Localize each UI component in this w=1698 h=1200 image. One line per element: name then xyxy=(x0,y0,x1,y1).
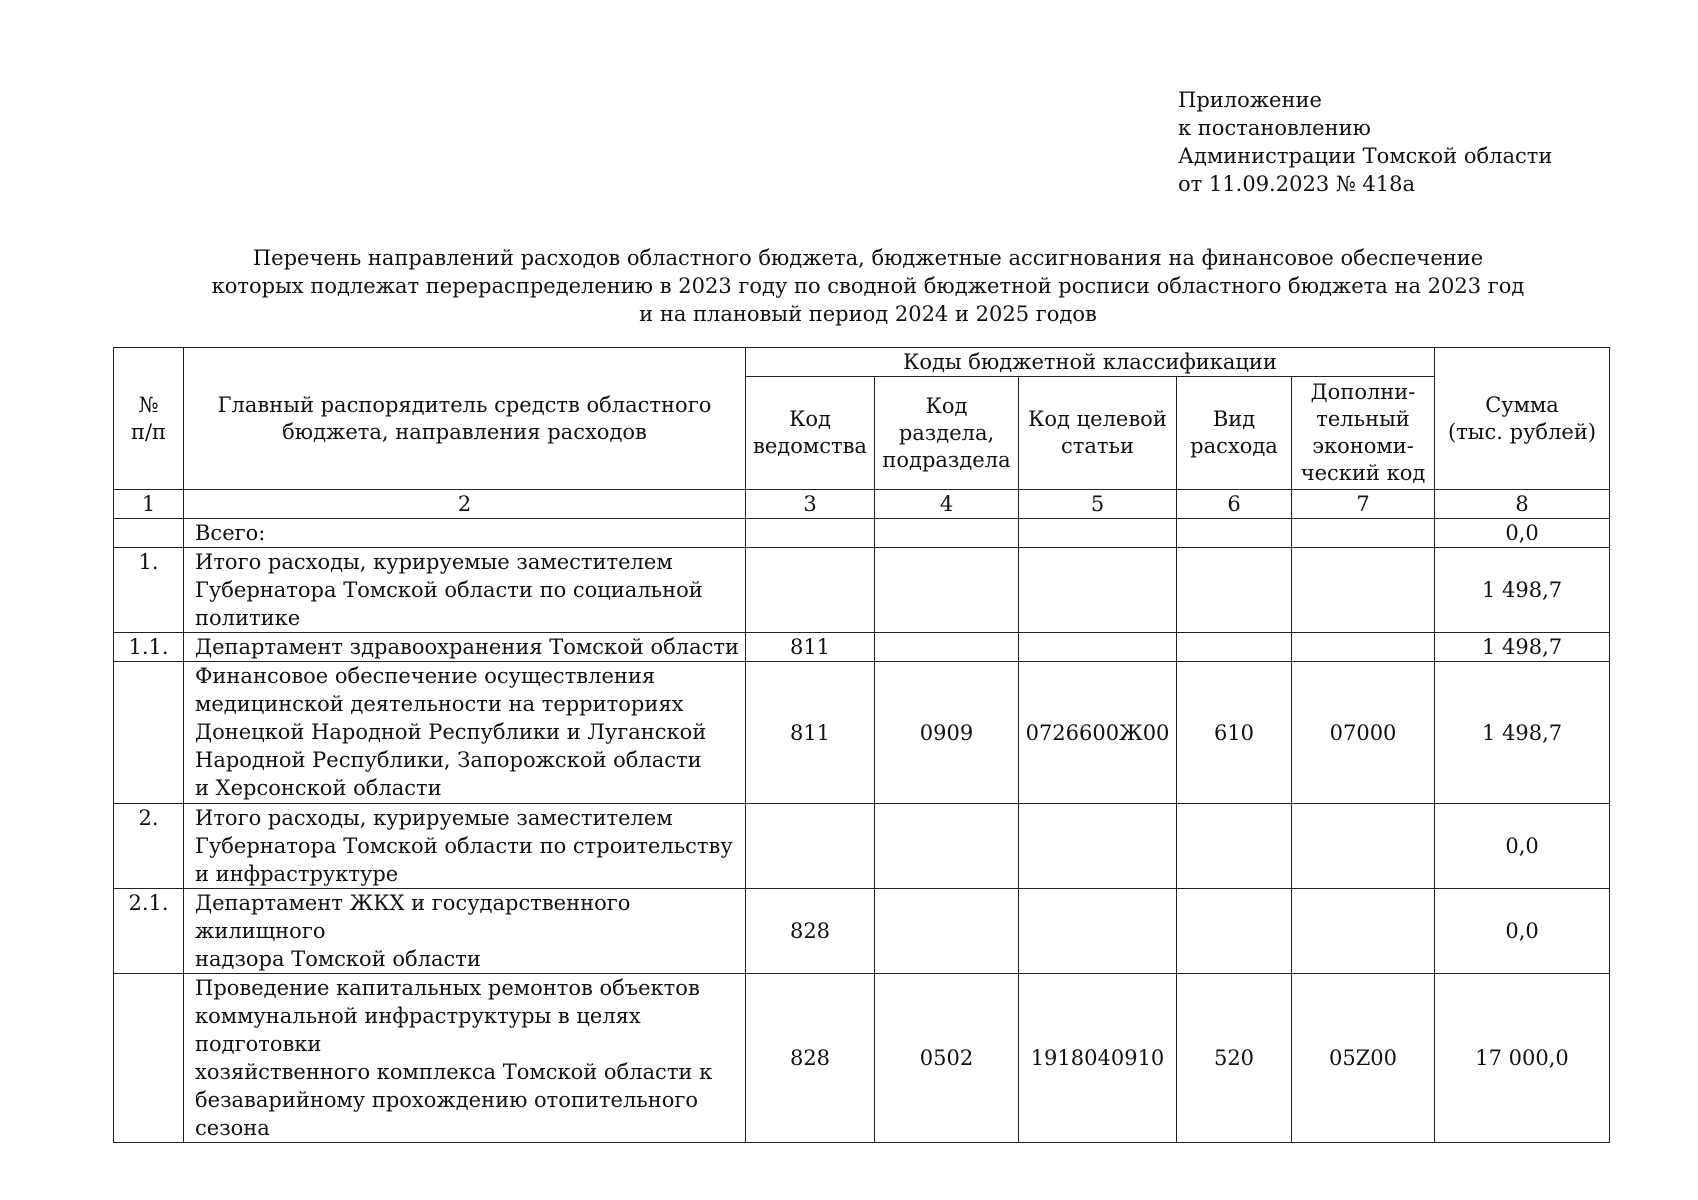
row-extra-code xyxy=(1292,889,1435,974)
row-dept-code: 811 xyxy=(746,633,875,662)
row-target-code xyxy=(1019,519,1177,548)
row-target-code xyxy=(1019,548,1177,633)
column-number: 3 xyxy=(746,490,875,519)
row-name: Департамент ЖКХ и государственного жилищного надзора Томской области xyxy=(184,889,746,974)
row-section-code xyxy=(875,548,1019,633)
row-name: Финансовое обеспечение осуществления медицинской деятельности на территориях Донецкой Народной Республики и Луганской Народной Республики, Запорожской области и Херсонской области xyxy=(184,662,746,804)
appendix-line: Администрации Томской области xyxy=(1178,144,1553,168)
row-expense-type xyxy=(1177,548,1292,633)
row-section-code xyxy=(875,804,1019,889)
row-extra-code xyxy=(1292,633,1435,662)
row-expense-type: 520 xyxy=(1177,974,1292,1143)
table-row xyxy=(114,889,1610,974)
row-sum: 1 498,7 xyxy=(1435,548,1610,633)
title-line: которых подлежат перераспределению в 2023 году по сводной бюджетной росписи областного бюджета на 2023 год xyxy=(211,274,1525,298)
column-number: 1 xyxy=(114,490,184,519)
header-sum: Сумма (тыс. рублей) xyxy=(1435,348,1610,490)
appendix-line: к постановлению xyxy=(1178,116,1371,140)
row-section-code xyxy=(875,889,1019,974)
appendix-block xyxy=(1178,86,1552,198)
row-num xyxy=(114,662,184,804)
row-target-code xyxy=(1019,633,1177,662)
row-dept-code: 828 xyxy=(746,974,875,1143)
table-row xyxy=(114,548,1610,633)
row-section-code: 0909 xyxy=(875,662,1019,804)
appendix-date-number: от 11.09.2023 № 418а xyxy=(1178,172,1415,196)
header-name: Главный распорядитель средств областного бюджета, направления расходов xyxy=(184,348,746,490)
row-dept-code xyxy=(746,804,875,889)
column-number: 4 xyxy=(875,490,1019,519)
row-section-code: 0502 xyxy=(875,974,1019,1143)
column-number: 8 xyxy=(1435,490,1610,519)
row-section-code xyxy=(875,633,1019,662)
row-extra-code: 05Z00 xyxy=(1292,974,1435,1143)
row-dept-code: 811 xyxy=(746,662,875,804)
row-expense-type: 610 xyxy=(1177,662,1292,804)
row-extra-code: 07000 xyxy=(1292,662,1435,804)
row-sum: 0,0 xyxy=(1435,889,1610,974)
row-dept-code xyxy=(746,519,875,548)
row-dept-code xyxy=(746,548,875,633)
row-extra-code xyxy=(1292,804,1435,889)
row-sum: 1 498,7 xyxy=(1435,633,1610,662)
table-row xyxy=(114,519,1610,548)
row-num: 2. xyxy=(114,804,184,889)
header-section-code: Код раздела, подраздела xyxy=(875,377,1019,490)
row-dept-code: 828 xyxy=(746,889,875,974)
row-num: 1. xyxy=(114,548,184,633)
row-sum: 1 498,7 xyxy=(1435,662,1610,804)
row-num: 1.1. xyxy=(114,633,184,662)
row-name: Всего: xyxy=(184,519,746,548)
column-number: 2 xyxy=(184,490,746,519)
row-num: 2.1. xyxy=(114,889,184,974)
header-target-code: Код целевой статьи xyxy=(1019,377,1177,490)
row-target-code: 1918040910 xyxy=(1019,974,1177,1143)
header-codes-group: Коды бюджетной классификации xyxy=(746,348,1435,377)
table-row xyxy=(114,804,1610,889)
row-target-code xyxy=(1019,804,1177,889)
row-name: Проведение капитальных ремонтов объектов коммунальной инфраструктуры в целях подготовки хозяйственного комплекса Томской области к безаварийному прохождению отопительного сезона xyxy=(184,974,746,1143)
table-row xyxy=(114,633,1610,662)
title-line: Перечень направлений расходов областного бюджета, бюджетные ассигнования на финансовое обеспечение xyxy=(252,246,1484,270)
row-num xyxy=(114,519,184,548)
row-sum: 17 000,0 xyxy=(1435,974,1610,1143)
column-number: 7 xyxy=(1292,490,1435,519)
row-expense-type xyxy=(1177,804,1292,889)
header-num: № п/п xyxy=(114,348,184,490)
table-row xyxy=(114,974,1610,1143)
row-name: Департамент здравоохранения Томской области xyxy=(184,633,746,662)
row-name: Итого расходы, курируемые заместителем Губернатора Томской области по социальной политике xyxy=(184,548,746,633)
row-name: Итого расходы, курируемые заместителем Губернатора Томской области по строительству и инфраструктуре xyxy=(184,804,746,889)
row-target-code xyxy=(1019,889,1177,974)
row-expense-type xyxy=(1177,633,1292,662)
row-sum: 0,0 xyxy=(1435,804,1610,889)
document-title xyxy=(100,244,1636,328)
header-dept-code: Код ведомства xyxy=(746,377,875,490)
column-number: 5 xyxy=(1019,490,1177,519)
budget-table xyxy=(113,347,1610,1143)
header-extra-code: Дополни- тельный экономи- ческий код xyxy=(1292,377,1435,490)
title-line: и на плановый период 2024 и 2025 годов xyxy=(639,302,1097,326)
row-extra-code xyxy=(1292,548,1435,633)
table-row xyxy=(114,662,1610,804)
row-section-code xyxy=(875,519,1019,548)
row-extra-code xyxy=(1292,519,1435,548)
column-numbers-row xyxy=(114,490,1610,519)
column-number: 6 xyxy=(1177,490,1292,519)
row-expense-type xyxy=(1177,889,1292,974)
appendix-line: Приложение xyxy=(1178,88,1322,112)
row-num xyxy=(114,974,184,1143)
row-target-code: 0726600Ж00 xyxy=(1019,662,1177,804)
header-expense-type: Вид расхода xyxy=(1177,377,1292,490)
row-expense-type xyxy=(1177,519,1292,548)
row-sum: 0,0 xyxy=(1435,519,1610,548)
